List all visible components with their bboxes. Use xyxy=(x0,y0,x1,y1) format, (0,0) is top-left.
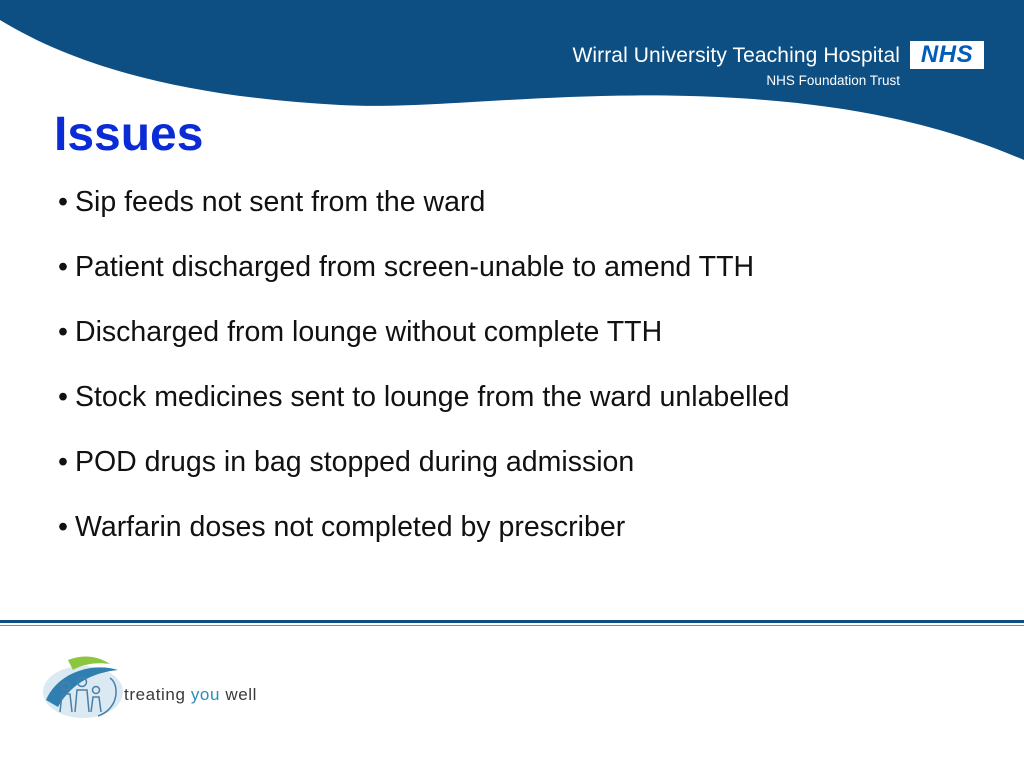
tagline-part2: well xyxy=(220,685,258,704)
trust-name: NHS Foundation Trust xyxy=(766,73,900,88)
slide-title: Issues xyxy=(54,108,204,161)
bullet-item: • Discharged from lounge without complete TTH xyxy=(58,312,958,352)
nhs-logo: NHS xyxy=(910,41,984,69)
bullet-item: • Stock medicines sent to lounge from the ward unlabelled xyxy=(58,377,795,417)
bullet-list xyxy=(58,182,958,572)
hospital-name: Wirral University Teaching Hospital xyxy=(572,44,900,67)
family-logo-icon xyxy=(38,652,128,724)
tagline-part1: treating xyxy=(124,685,191,704)
footer-divider-thin xyxy=(0,625,1024,626)
header-swoosh xyxy=(0,0,1024,200)
bullet-item: • POD drugs in bag stopped during admission xyxy=(58,442,958,482)
tagline xyxy=(124,685,257,705)
bullet-item: • Patient discharged from screen-unable to amend TTH xyxy=(58,247,958,287)
bullet-item: • Warfarin doses not completed by prescriber xyxy=(58,507,958,547)
bullet-item: • Sip feeds not sent from the ward xyxy=(58,182,958,222)
tagline-accent: you xyxy=(190,685,221,704)
footer-divider xyxy=(0,620,1024,623)
